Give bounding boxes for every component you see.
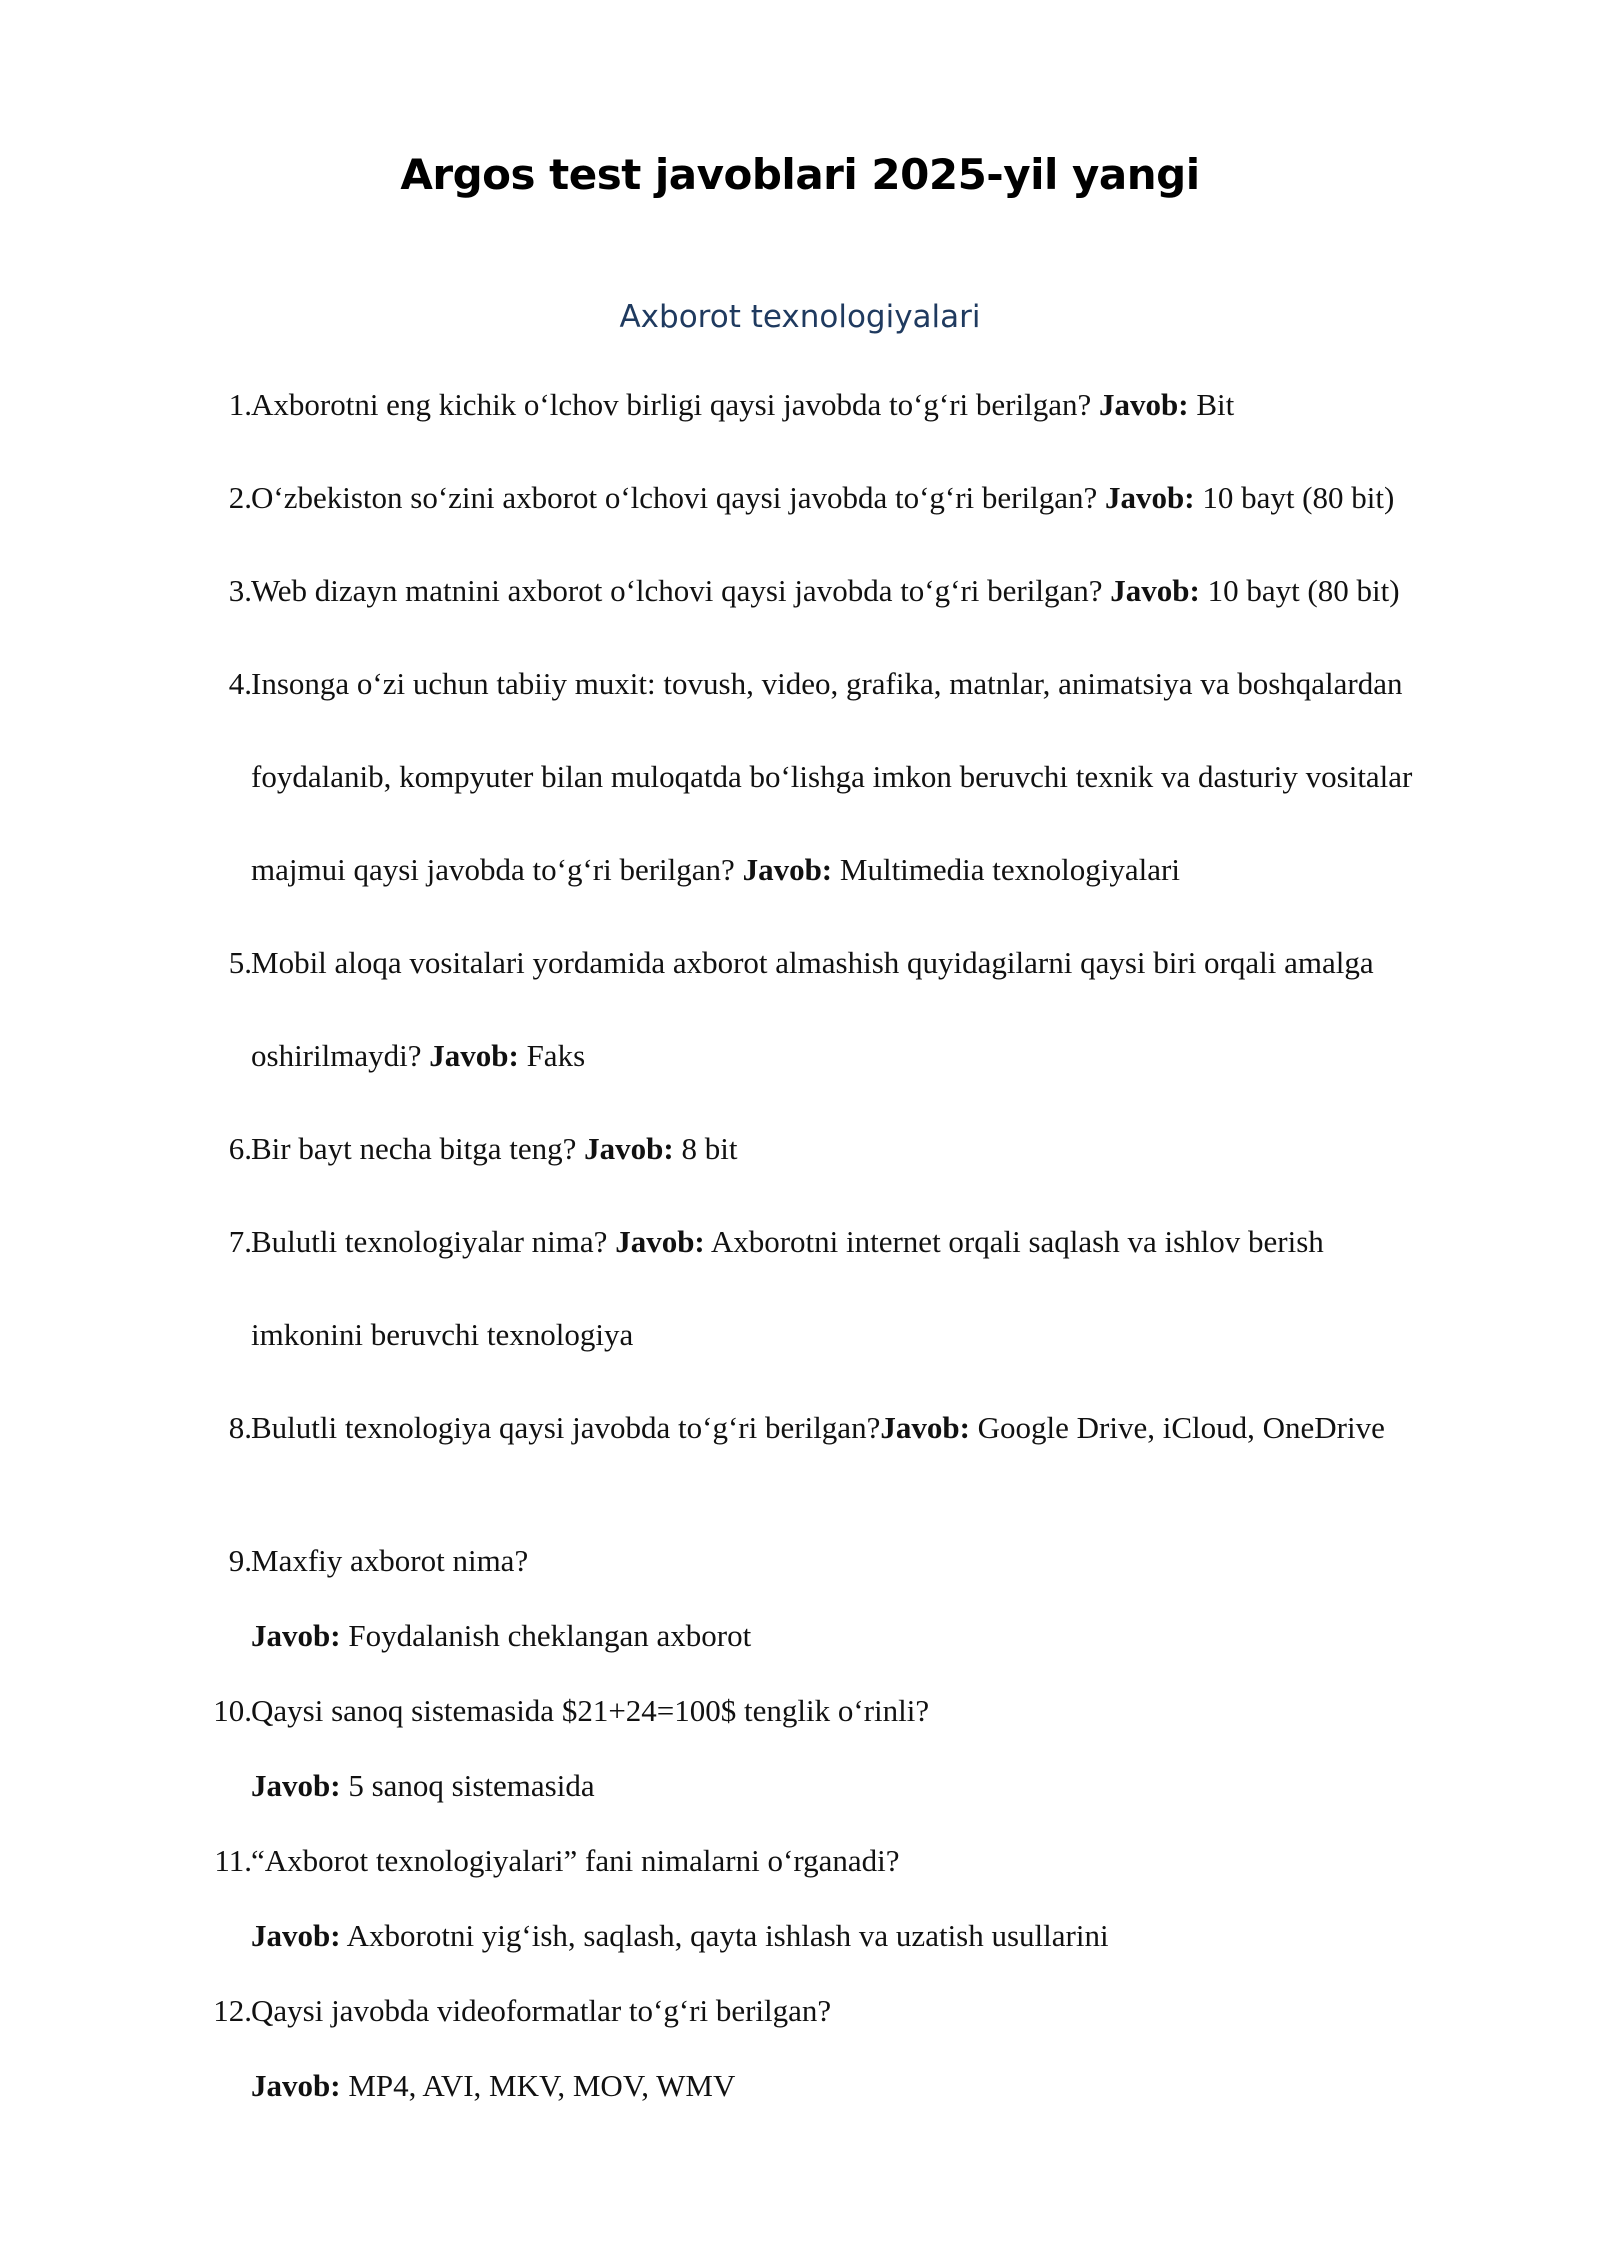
document-title: Argos test javoblari 2025-yil yangi <box>400 150 1200 199</box>
item-number: 6. <box>228 1131 252 1166</box>
list-item <box>200 544 1500 637</box>
answer-text: MP4, AVI, MKV, MOV, WMV <box>348 2068 736 2103</box>
list-item <box>200 637 1500 916</box>
item-text-line: majmui qaysi javobda to‘g‘ri berilgan? Javob: Multimedia texnologiyalari <box>251 852 1180 887</box>
list-item <box>200 1823 1500 1973</box>
answer-text: 10 bayt (80 bit) <box>1207 573 1400 608</box>
item-number: 9. <box>228 1543 252 1578</box>
item-number: 7. <box>228 1224 252 1259</box>
list-item <box>200 916 1500 1102</box>
item-text: Web dizayn matnini axborot o‘lchovi qaysi javobda to‘g‘ri berilgan? Javob: 10 bayt (80 bit) <box>251 573 1400 608</box>
answer-label: Javob: <box>429 1038 519 1073</box>
item-text: Bir bayt necha bitga teng? Javob: 8 bit <box>251 1131 738 1166</box>
answer-label: Javob: <box>880 1410 970 1445</box>
answer-line <box>251 1898 1500 1973</box>
answer-label: Javob: <box>1104 480 1195 515</box>
item-text: Maxfiy axborot nima? <box>251 1543 529 1578</box>
answer-text: Google Drive, iCloud, OneDrive <box>977 1410 1385 1445</box>
item-text-line: Bulutli texnologiyalar nima? Javob: Axborotni internet orqali saqlash va ishlov berish <box>251 1224 1324 1259</box>
answer-text: Faks <box>526 1038 586 1073</box>
item-text: Qaysi sanoq sistemasida $21+24=100$ tenglik o‘rinli? <box>251 1693 930 1728</box>
item-text: Bulutli texnologiya qaysi javobda to‘g‘ri berilgan?Javob: Google Drive, iCloud, OneDrive <box>251 1410 1385 1445</box>
item-number: 12. <box>213 1993 252 2028</box>
item-number: 5. <box>228 945 252 980</box>
item-text: Qaysi javobda videoformatlar to‘g‘ri berilgan? <box>251 1993 832 2028</box>
answer-line <box>251 1598 1500 1673</box>
section-heading: Axborot texnologiyalari <box>619 299 981 335</box>
list-item <box>200 1102 1500 1195</box>
item-text-line: oshirilmaydi? Javob: Faks <box>251 1038 586 1073</box>
answer-line <box>251 2048 1500 2123</box>
list-item <box>200 1523 1500 1673</box>
item-number: 10. <box>213 1693 252 1728</box>
answer-line <box>251 1748 1500 1823</box>
list-item <box>200 1381 1500 1474</box>
answer-label: Javob: <box>1110 573 1200 608</box>
answer-label: Javob: <box>615 1224 705 1259</box>
list-item <box>200 1973 1500 2123</box>
answer-label: Javob: <box>1099 387 1189 422</box>
answer-label: Javob: <box>251 1918 341 1953</box>
answer-text: 8 bit <box>681 1131 738 1166</box>
item-number: 2. <box>228 480 252 515</box>
item-number: 1. <box>228 387 252 422</box>
item-number: 3. <box>228 573 252 608</box>
list-item <box>200 358 1500 451</box>
answer-text: Foydalanish cheklangan axborot <box>348 1618 752 1653</box>
item-text-line: Insonga o‘zi uchun tabiiy muxit: tovush, video, grafika, matnlar, animatsiya va boshqalardan <box>251 666 1403 701</box>
answer-text: 10 bayt (80 bit) <box>1202 480 1395 515</box>
item-number: 11. <box>214 1843 252 1878</box>
item-number: 8. <box>228 1410 252 1445</box>
list-item <box>200 1673 1500 1823</box>
item-text: “Axborot texnologiyalari” fani nimalarni o‘rganadi? <box>251 1843 900 1878</box>
answer-text: 5 sanoq sistemasida <box>348 1768 595 1803</box>
item-text-line: Mobil aloqa vositalari yordamida axborot almashish quyidagilarni qaysi biri orqali amalga <box>251 945 1374 980</box>
answer-text: Multimedia texnologiyalari <box>839 852 1180 887</box>
item-text-line: foydalanib, kompyuter bilan muloqatda bo‘lishga imkon beruvchi texnik va dasturiy vositalar <box>251 759 1413 794</box>
list-item <box>200 1195 1500 1381</box>
answer-text: Axborotni internet orqali saqlash va ishlov berish <box>710 1224 1324 1259</box>
answer-label: Javob: <box>251 1618 341 1653</box>
answer-label: Javob: <box>742 852 833 887</box>
answer-label: Javob: <box>251 1768 341 1803</box>
item-text: Axborotni eng kichik o‘lchov birligi qaysi javobda to‘g‘ri berilgan? Javob: Bit <box>251 387 1235 422</box>
list-item <box>200 451 1500 544</box>
answer-text: Axborotni yig‘ish, saqlash, qayta ishlash va uzatish usullarini <box>346 1918 1109 1953</box>
item-number: 4. <box>228 666 252 701</box>
answer-label: Javob: <box>584 1131 674 1166</box>
answer-label: Javob: <box>251 2068 341 2103</box>
answer-text-line: imkonini beruvchi texnologiya <box>251 1317 634 1352</box>
answer-text: Bit <box>1196 387 1235 422</box>
item-text: O‘zbekiston so‘zini axborot o‘lchovi qaysi javobda to‘g‘ri berilgan? Javob: 10 bayt (80 bit) <box>251 480 1395 515</box>
